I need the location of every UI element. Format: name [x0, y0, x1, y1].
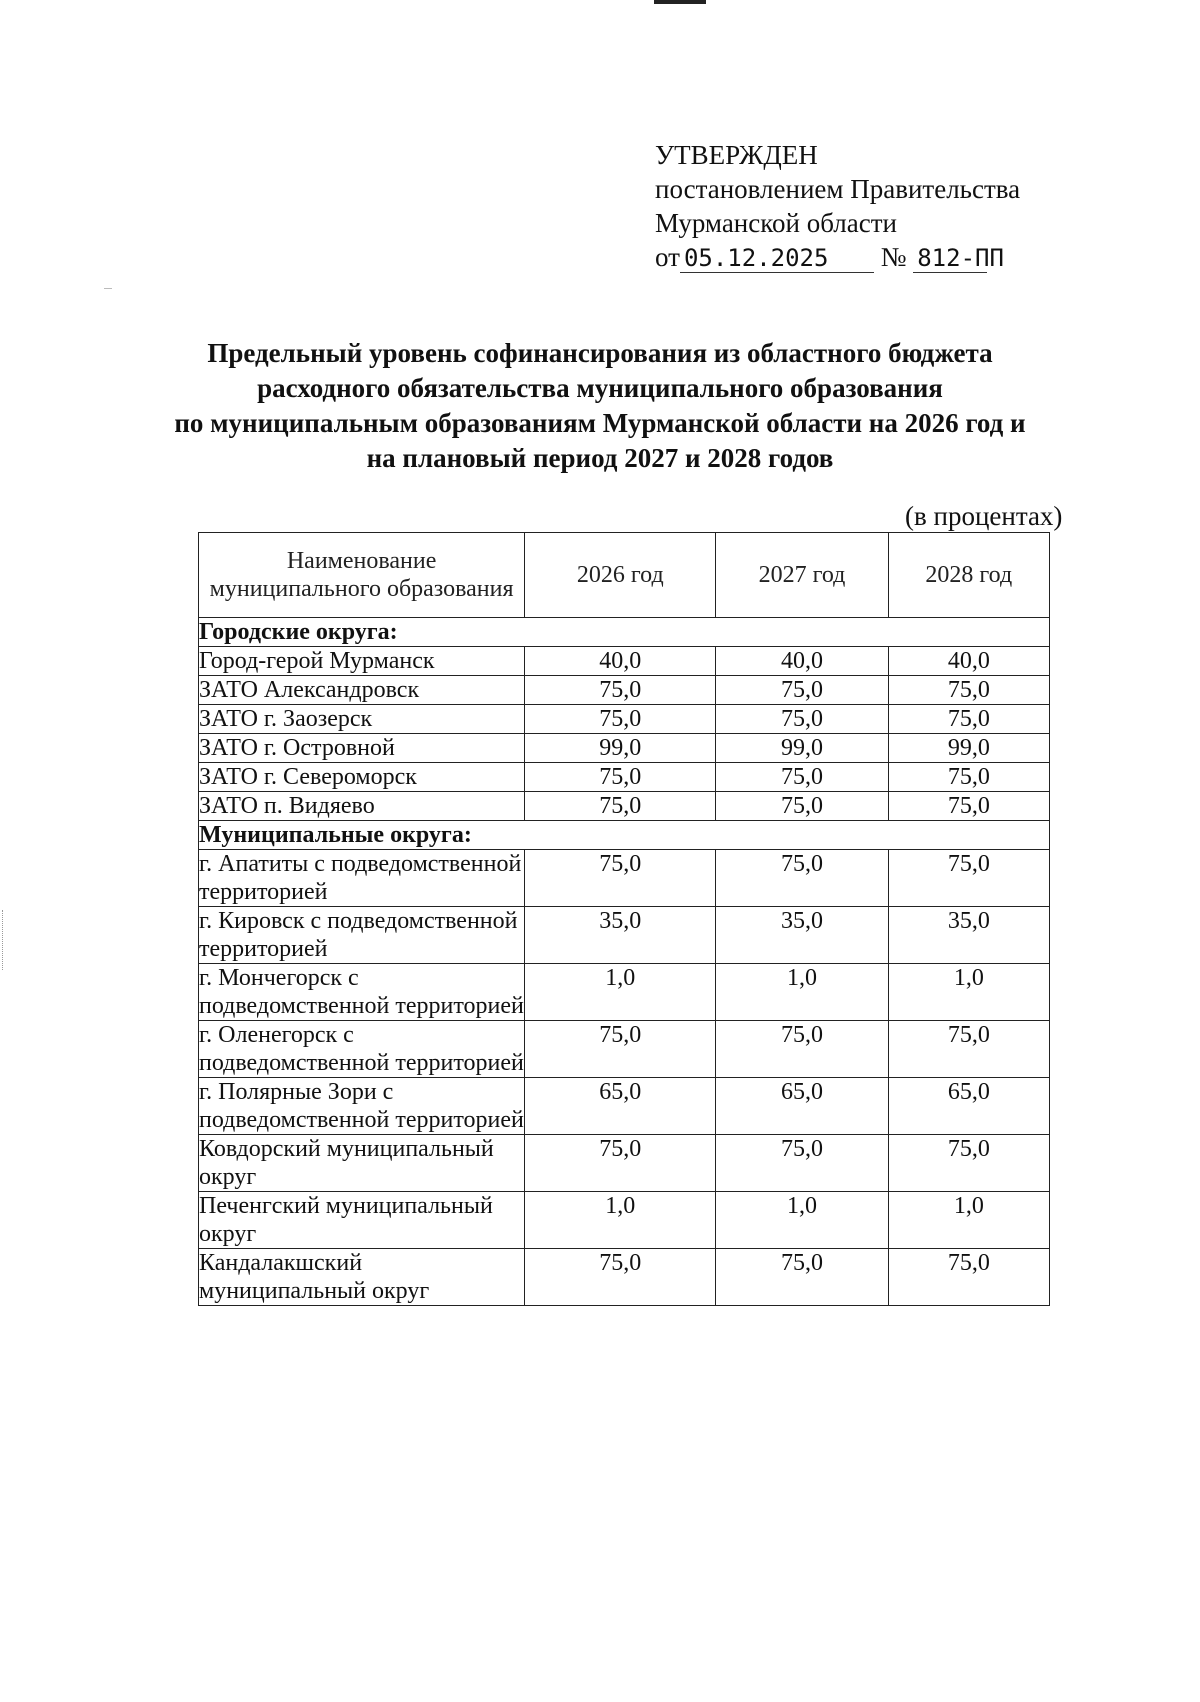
value-2026: 75,0 [525, 1021, 716, 1078]
value-2028: 75,0 [888, 850, 1049, 907]
group-label: Городские округа: [199, 618, 1050, 647]
approval-line-1: постановлением Правительства [655, 174, 1021, 204]
approval-block [655, 138, 1020, 274]
value-2026: 1,0 [525, 964, 716, 1021]
municipality-name: г. Полярные Зори с подведомственной территорией [199, 1079, 524, 1133]
municipality-name: ЗАТО п. Видяево [199, 792, 525, 821]
value-2026: 75,0 [525, 763, 716, 792]
cofinancing-table [198, 532, 1050, 1306]
table-row [199, 907, 1050, 964]
approval-date-line [655, 240, 1020, 274]
table-row [199, 1078, 1050, 1135]
value-2027: 65,0 [716, 1078, 888, 1135]
value-2026: 75,0 [525, 676, 716, 705]
group-label: Муниципальные округа: [199, 821, 1050, 850]
group-row [199, 618, 1050, 647]
table-row [199, 763, 1050, 792]
value-2027: 1,0 [716, 1192, 888, 1249]
municipality-name: Печенгский муниципальный округ [199, 1192, 525, 1249]
value-2026: 75,0 [525, 1249, 716, 1306]
value-2027: 99,0 [716, 734, 888, 763]
value-2028: 99,0 [888, 734, 1049, 763]
document-title [120, 336, 1080, 476]
value-2026: 75,0 [525, 705, 716, 734]
municipality-name: ЗАТО г. Заозерск [199, 705, 525, 734]
table-row [199, 964, 1050, 1021]
municipality-name: ЗАТО Александровск [199, 676, 525, 705]
value-2026: 99,0 [525, 734, 716, 763]
value-2027: 35,0 [716, 907, 888, 964]
table-row [199, 647, 1050, 676]
approval-line-2: Мурманской области [655, 208, 897, 238]
municipality-name: г. Апатиты с подведомственной территорией [199, 850, 525, 907]
value-2026: 35,0 [525, 907, 716, 964]
municipality-name: Ковдорский муниципальный округ [199, 1135, 525, 1192]
municipality-name: г. Кировск с подведомственной территорией [199, 907, 525, 964]
municipality-name: г. Оленегорск с подведомственной территорией [199, 1022, 524, 1076]
table-header-row [199, 533, 1050, 618]
value-2027: 75,0 [716, 705, 888, 734]
approval-date: 05.12.2025 [680, 244, 874, 273]
municipality-name: ЗАТО г. Североморск [199, 763, 525, 792]
approval-number: 812-ПП [913, 244, 987, 273]
table-row [199, 1135, 1050, 1192]
date-prefix: от [655, 242, 680, 272]
number-prefix: № [880, 242, 907, 272]
title-line: на плановый период 2027 и 2028 годов [366, 443, 834, 473]
value-2028: 75,0 [888, 1135, 1049, 1192]
value-2028: 75,0 [888, 676, 1049, 705]
value-2028: 75,0 [888, 1021, 1049, 1078]
title-line: расходного обязательства муниципального образования [257, 373, 943, 403]
value-2027: 75,0 [716, 676, 888, 705]
title-line: Предельный уровень софинансирования из областного бюджета [207, 338, 993, 368]
value-2028: 75,0 [888, 705, 1049, 734]
page-top-mark [654, 0, 706, 4]
value-2027: 75,0 [716, 763, 888, 792]
municipality-name: Город-герой Мурманск [199, 647, 525, 676]
header-2027: 2027 год [716, 533, 888, 618]
table-row [199, 1192, 1050, 1249]
header-2028: 2028 год [888, 533, 1049, 618]
scan-artifact [104, 288, 112, 289]
title-line: по муниципальным образованиям Мурманской области на 2026 год и [174, 408, 1026, 438]
value-2026: 75,0 [525, 1135, 716, 1192]
table-row [199, 792, 1050, 821]
value-2028: 75,0 [888, 1249, 1049, 1306]
approval-title: УТВЕРЖДЕН [655, 140, 818, 170]
scan-artifact-margin [2, 910, 5, 970]
value-2028: 65,0 [888, 1078, 1049, 1135]
value-2026: 75,0 [525, 792, 716, 821]
value-2027: 75,0 [716, 1249, 888, 1306]
municipality-name: ЗАТО г. Островной [199, 734, 525, 763]
value-2028: 40,0 [888, 647, 1049, 676]
table-row [199, 850, 1050, 907]
value-2028: 75,0 [888, 763, 1049, 792]
header-municipality: Наименование муниципального образования [199, 533, 525, 618]
municipality-name: г. Мончегорск с подведомственной территорией [199, 965, 524, 1019]
units-note: (в процентах) [905, 501, 1063, 531]
table-row [199, 1249, 1050, 1306]
value-2027: 75,0 [716, 1135, 888, 1192]
value-2028: 75,0 [888, 792, 1049, 821]
value-2027: 75,0 [716, 1021, 888, 1078]
value-2026: 75,0 [525, 850, 716, 907]
value-2026: 65,0 [525, 1078, 716, 1135]
value-2027: 1,0 [716, 964, 888, 1021]
group-row [199, 821, 1050, 850]
table-row [199, 1021, 1050, 1078]
value-2026: 1,0 [525, 1192, 716, 1249]
value-2028: 1,0 [888, 1192, 1049, 1249]
table-row [199, 676, 1050, 705]
table-row [199, 734, 1050, 763]
value-2027: 75,0 [716, 850, 888, 907]
value-2027: 40,0 [716, 647, 888, 676]
value-2028: 35,0 [888, 907, 1049, 964]
municipality-name: Кандалакшский муниципальный округ [199, 1249, 525, 1306]
table-body [199, 618, 1050, 1306]
value-2028: 1,0 [888, 964, 1049, 1021]
table-row [199, 705, 1050, 734]
header-2026: 2026 год [525, 533, 716, 618]
value-2026: 40,0 [525, 647, 716, 676]
value-2027: 75,0 [716, 792, 888, 821]
